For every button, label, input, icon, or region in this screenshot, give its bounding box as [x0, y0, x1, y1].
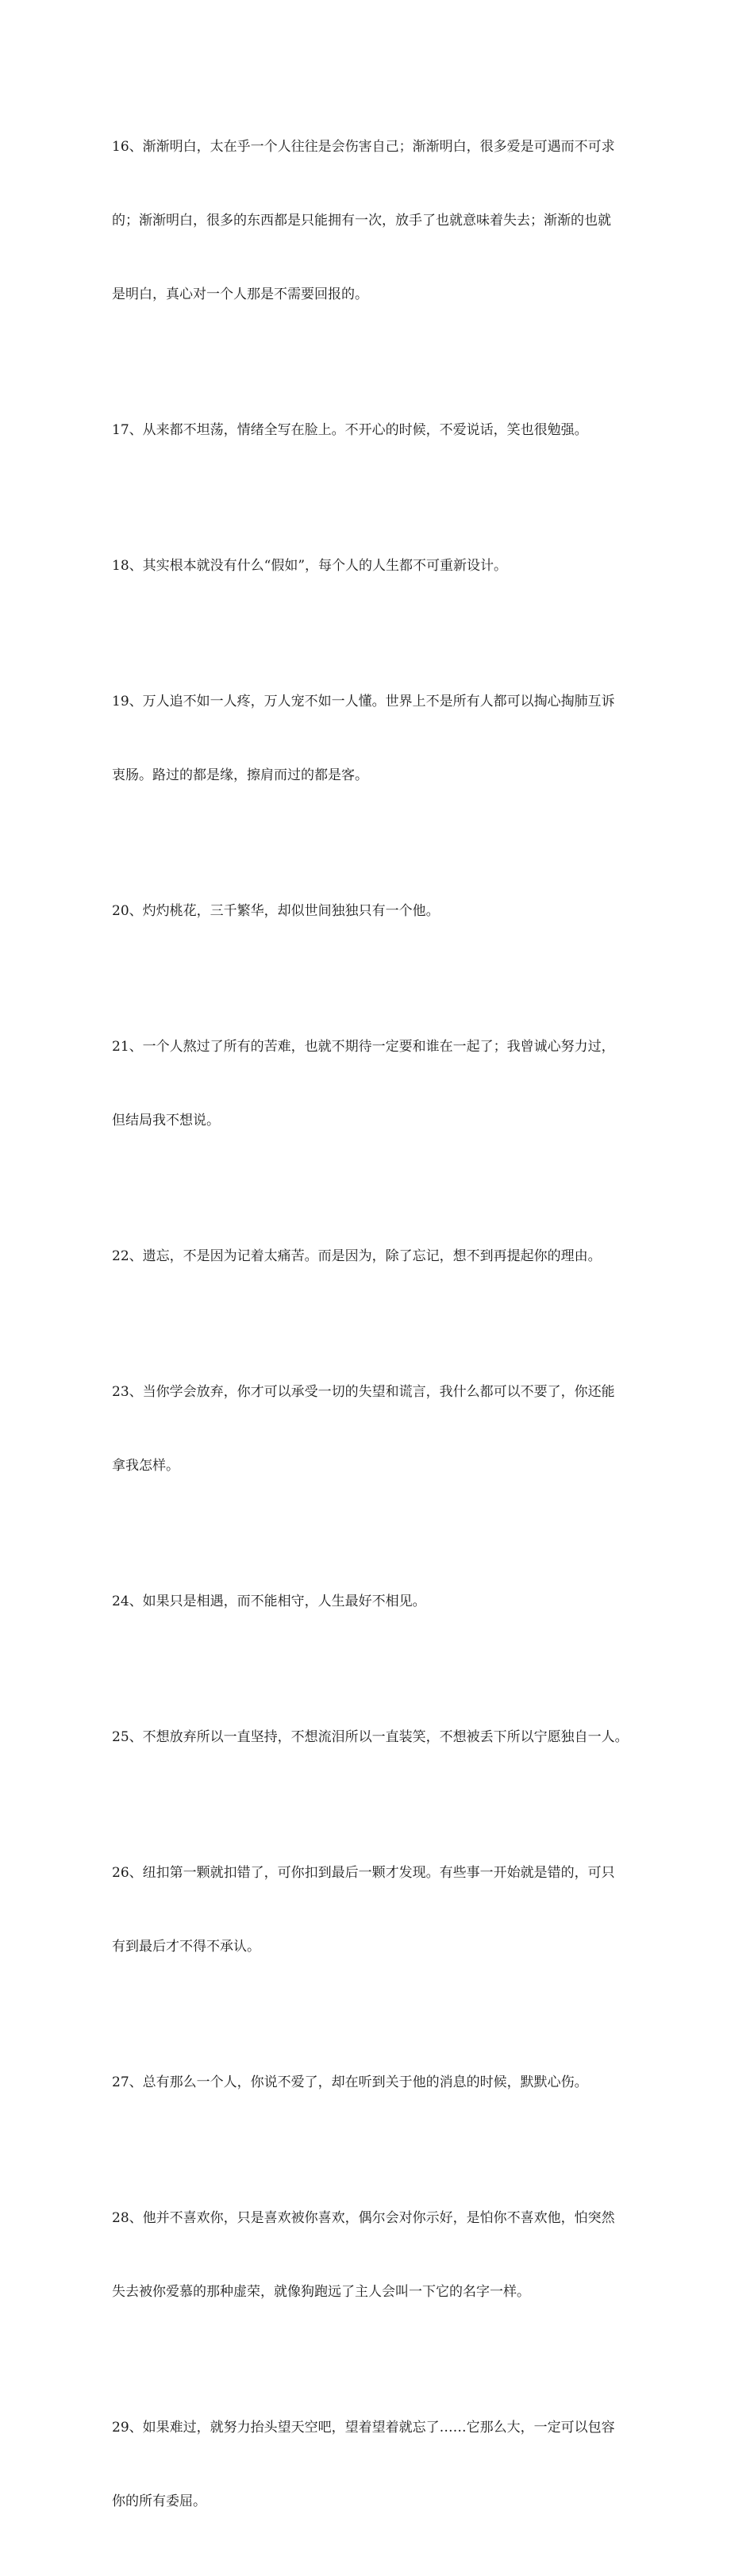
paragraph-22	[112, 1195, 660, 1318]
paragraph-line: 20、灼灼桃花，三千繁华，却似世间独独只有一个他。	[112, 903, 440, 919]
paragraph-line: 24、如果只是相遇，而不能相守，人生最好不相见。	[112, 1594, 426, 1609]
paragraph-line: 有到最后才不得不承认。	[112, 1939, 260, 1955]
paragraph-24	[112, 1540, 660, 1663]
paragraph-line: 的；渐渐明白，很多的东西都是只能拥有一次，放手了也就意味着失去；渐渐的也就	[112, 213, 611, 229]
paragraph-line: 28、他并不喜欢你，只是喜欢被你喜欢，偶尔会对你示好，是怕你不喜欢他，怕突然	[112, 2210, 615, 2226]
paragraph-18	[112, 505, 660, 628]
paragraph-line: 17、从来都不坦荡，情绪全写在脸上。不开心的时候，不爱说话，笑也很勉强。	[112, 422, 588, 438]
paragraph-17	[112, 369, 660, 492]
paragraph-line: 是明白，真心对一个人那是不需要回报的。	[112, 286, 368, 302]
paragraph-line: 16、渐渐明白，太在乎一个人往往是会伤害自己；渐渐明白，很多爱是可遇而不可求	[112, 139, 615, 155]
paragraph-16	[112, 86, 660, 356]
paragraph-21	[112, 986, 660, 1182]
paragraph-line: 26、纽扣第一颗就扣错了，可你扣到最后一颗才发现。有些事一开始就是错的，可只	[112, 1865, 615, 1881]
paragraph-line: 25、不想放弃所以一直坚持，不想流泪所以一直装笑，不想被丢下所以宁愿独自一人。	[112, 1729, 629, 1745]
paragraph-26	[112, 1812, 660, 2009]
paragraph-line: 22、遗忘，不是因为记着太痛苦。而是因为，除了忘记，想不到再提起你的理由。	[112, 1248, 602, 1264]
paragraph-25	[112, 1676, 660, 1799]
document-body	[112, 86, 660, 2576]
paragraph-19	[112, 640, 660, 837]
paragraph-line: 19、万人追不如一人疼，万人宠不如一人懂。世界上不是所有人都可以掏心掏肺互诉	[112, 694, 615, 709]
paragraph-line: 衷肠。路过的都是缘，擦肩而过的都是客。	[112, 767, 368, 783]
paragraph-line: 失去被你爱慕的那种虚荣，就像狗跑远了主人会叫一下它的名字一样。	[112, 2284, 530, 2300]
paragraph-20	[112, 850, 660, 973]
paragraph-line: 27、总有那么一个人，你说不爱了，却在听到关于他的消息的时候，默默心伤。	[112, 2074, 588, 2090]
paragraph-line: 23、当你学会放弃，你才可以承受一切的失望和谎言，我什么都可以不要了，你还能	[112, 1384, 615, 1400]
paragraph-line: 你的所有委屈。	[112, 2493, 206, 2509]
paragraph-line: 18、其实根本就没有什么“假如”，每个人的人生都不可重新设计。	[112, 558, 508, 574]
paragraph-27	[112, 2021, 660, 2144]
paragraph-28	[112, 2157, 660, 2354]
paragraph-29	[112, 2366, 660, 2563]
paragraph-line: 21、一个人熬过了所有的苦难，也就不期待一定要和谁在一起了；我曾诚心努力过，	[112, 1039, 615, 1055]
paragraph-line: 但结局我不想说。	[112, 1113, 220, 1128]
paragraph-line: 拿我怎样。	[112, 1458, 179, 1474]
paragraph-line: 29、如果难过，就努力抬头望天空吧，望着望着就忘了……它那么大，一定可以包容	[112, 2420, 615, 2436]
paragraph-23	[112, 1331, 660, 1528]
